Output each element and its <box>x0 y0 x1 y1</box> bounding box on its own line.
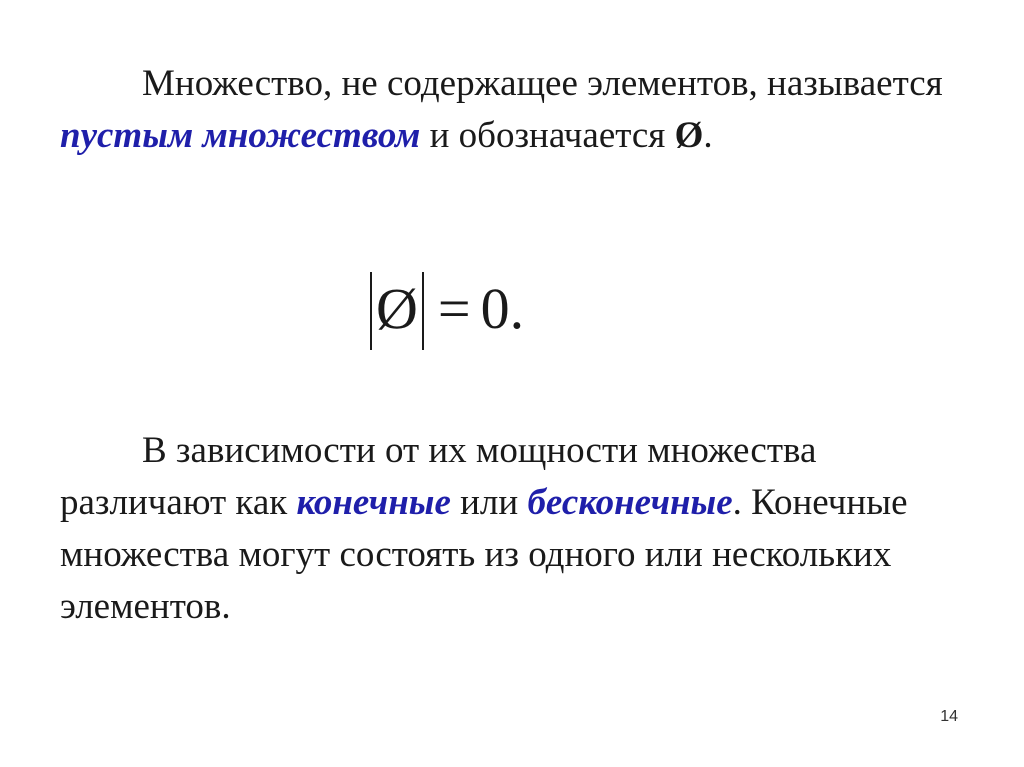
para2-text-after: . Конечные множества могут состоять из одного или нескольких элементов. <box>60 482 908 627</box>
formula-value: 0. <box>480 276 525 341</box>
infinite-term: бесконечные <box>527 482 733 523</box>
para1-text-before: Множество, не содержащее элементов, называется <box>142 63 943 104</box>
page-number: 14 <box>940 708 958 725</box>
finite-term: конечные <box>296 482 451 523</box>
formula-empty-set-symbol: Ø <box>376 276 418 341</box>
para1-text-middle: и обозначается <box>420 115 675 156</box>
paragraph-empty-set <box>60 58 960 162</box>
para2-text-before: В зависимости от их мощности множества различают как <box>60 430 817 523</box>
empty-set-symbol: Ø <box>674 115 704 156</box>
formula-left-bar <box>370 272 372 350</box>
cardinality-formula <box>366 264 524 354</box>
empty-set-term: пустым множеством <box>60 115 421 156</box>
para2-text-middle: или <box>450 482 528 523</box>
para1-text-after: . <box>703 115 713 156</box>
formula-right-bar <box>422 272 424 350</box>
formula-equals: = <box>437 276 471 341</box>
paragraph-cardinality <box>60 425 960 633</box>
